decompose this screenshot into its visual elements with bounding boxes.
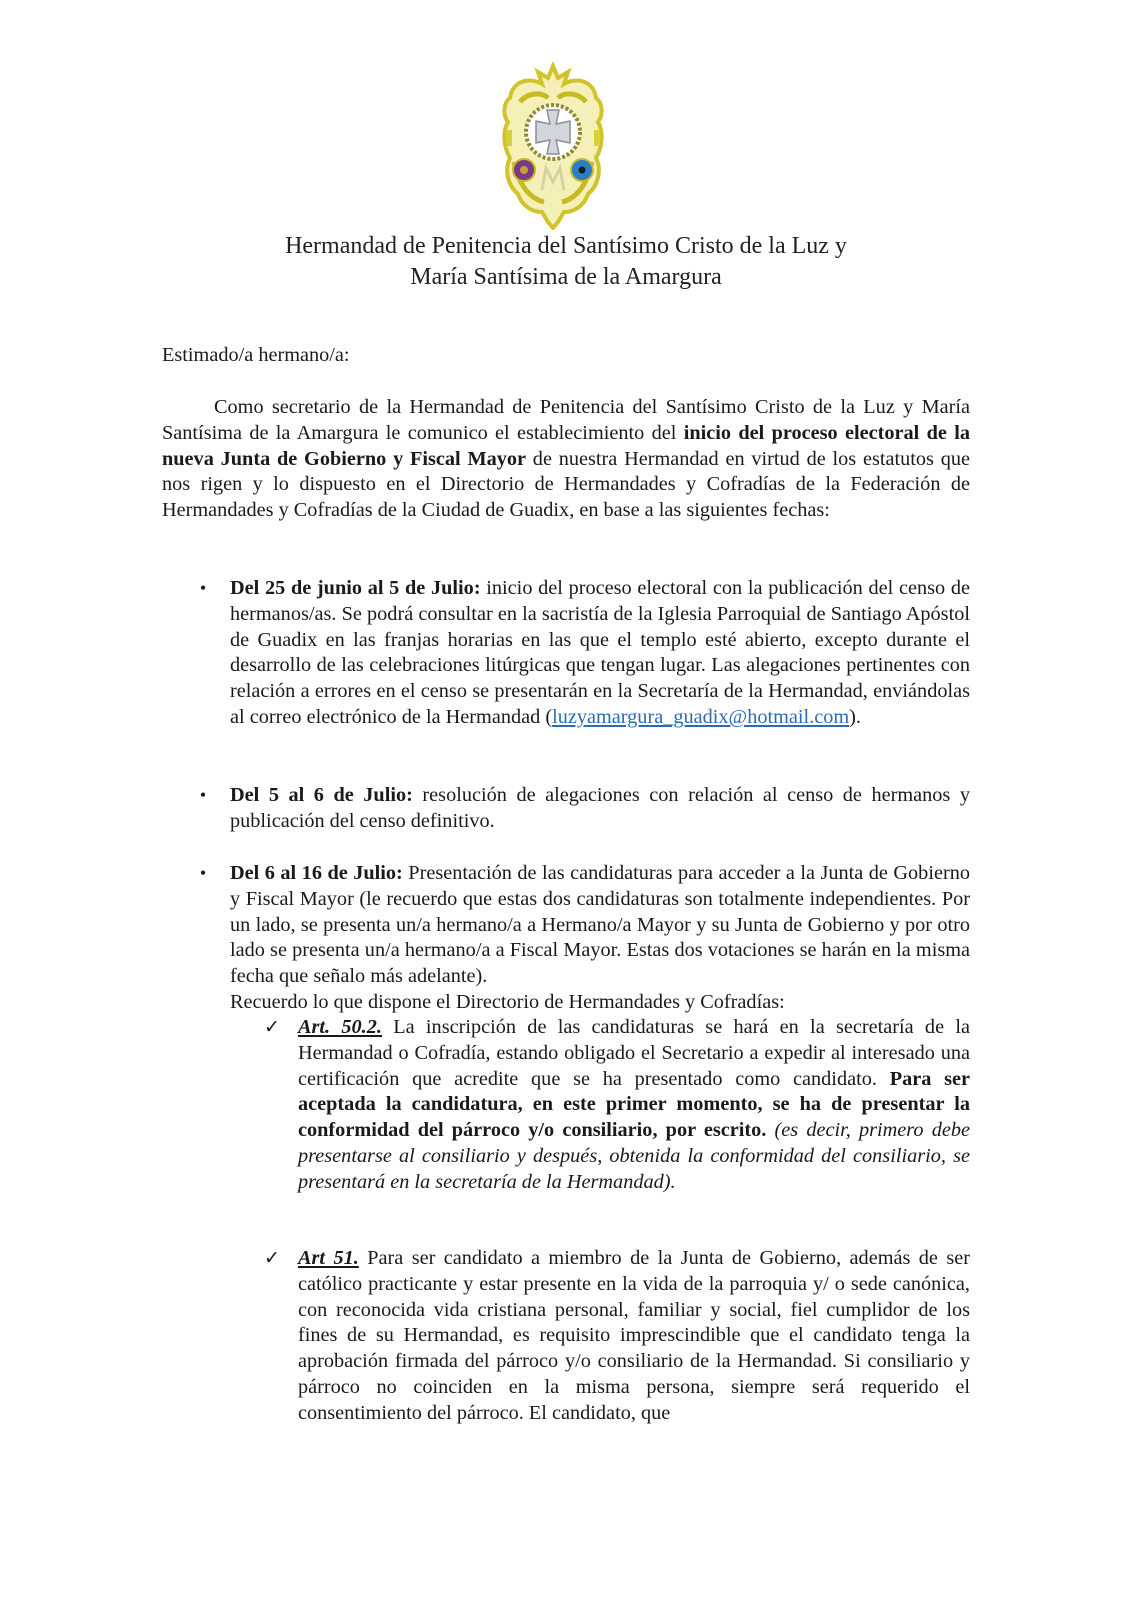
article-51	[264, 1246, 970, 1427]
intro-text-2: de nuestra Hermandad en virtud de los estatutos que nos rigen y lo dispuesto en el Directorio de Hermandades y Cofradías de la Federación de Hermandades y Cofradías de la Ciudad de Guadix, en base a las siguientes fechas:	[162, 447, 970, 522]
article-ref: Art. 50.2.	[298, 1016, 382, 1038]
article-italic-note: (es decir, primero debe presentarse al consiliario y después, obtenida la conformidad del consiliario, se presentará en la secretaría de la Hermandad).	[298, 1119, 970, 1193]
document-title	[0, 231, 1132, 293]
greeting: Estimado/a hermano/a:	[162, 344, 350, 366]
article-text: La inscripción de las candidaturas se hará en la secretaría de la Hermandad o Cofradía, estando obligado el Secretario a expedir al interesado una certificación que acredite que se ha presentado como candidato.	[298, 1016, 970, 1090]
article-ref: Art 51.	[298, 1247, 359, 1269]
date-label: Del 25 de junio al 5 de Julio:	[230, 577, 481, 599]
date-description: resolución de alegaciones con relación al censo de hermanos y publicación del censo definitivo.	[230, 784, 970, 832]
intro-paragraph	[162, 395, 970, 524]
date-description-end: ).	[849, 705, 861, 728]
intro-text-1: Como secretario de la Hermandad de Penitencia del Santísimo Cristo de la Luz y María Santísima de la Amargura le comunico el establecimiento del	[162, 396, 970, 444]
date-description: Presentación de las candidaturas para acceder a la Junta de Gobierno y Fiscal Mayor (le recuerdo que estas dos candidaturas son totalmente independientes. Por un lado, se presenta un/a hermano/a a Hermano/a Mayor y su Junta de Gobierno y por otro lado se presenta un/a hermano/a a Fiscal Mayor. Estas dos votaciones se harán en la misma fecha que señalo más adelante).	[230, 862, 970, 988]
article-50-2	[264, 1015, 971, 1196]
bullet-icon: •	[199, 578, 207, 598]
date-item-2	[199, 783, 970, 835]
date-item-1	[199, 576, 970, 731]
date-item-3	[199, 861, 970, 1016]
checkmark-icon: ✓	[264, 1248, 280, 1269]
date-description: inicio del proceso electoral con la publicación del censo de hermanos/as. Se podrá consultar en la sacristía de la Iglesia Parroquial de Santiago Apóstol de Guadix en las franjas horarias en las que el templo esté abierto, excepto durante el desarrollo de las celebraciones litúrgicas que tengan lugar. Las alegaciones pertinentes con relación a errores en el censo se presentarán en la Secretaría de la Hermandad, enviándolas al correo electrónico de la Hermandad (	[230, 577, 970, 728]
article-bold-text: Para ser aceptada la candidatura, en este primer momento, se ha de presentar la conformidad del párroco y/o consiliario, por escrito.	[298, 1067, 971, 1142]
bullet-icon: •	[199, 863, 207, 883]
directorio-reminder: Recuerdo lo que dispone el Directorio de Hermandades y Cofradías:	[230, 990, 785, 1013]
date-label: Del 6 al 16 de Julio:	[230, 862, 403, 884]
title-line-1: Hermandad de Penitencia del Santísimo Cristo de la Luz y	[285, 233, 847, 259]
bullet-icon: •	[199, 785, 207, 805]
article-text: Para ser candidato a miembro de la Junta de Gobierno, además de ser católico practicante y estar presente en la vida de la parroquia y/ o sede canónica, con reconocida vida cristiana personal, familiar y social, fiel cumplidor de los fines de su Hermandad, es requisito imprescindible que el candidato tenga la aprobación firmada del párroco y/o consiliario de la Hermandad. Si consiliario y párroco no coinciden en la misma persona, siempre será requerido el consentimiento del párroco. El candidato, que	[298, 1247, 970, 1424]
email-link[interactable]: luzyamargura_guadix@hotmail.com	[552, 705, 850, 728]
title-line-2: María Santísima de la Amargura	[410, 264, 722, 290]
brotherhood-crest-icon	[498, 62, 608, 230]
intro-bold: inicio del proceso electoral de la nueva Junta de Gobierno y Fiscal Mayor	[162, 421, 970, 470]
date-label: Del 5 al 6 de Julio:	[230, 784, 413, 806]
checkmark-icon: ✓	[264, 1017, 280, 1038]
